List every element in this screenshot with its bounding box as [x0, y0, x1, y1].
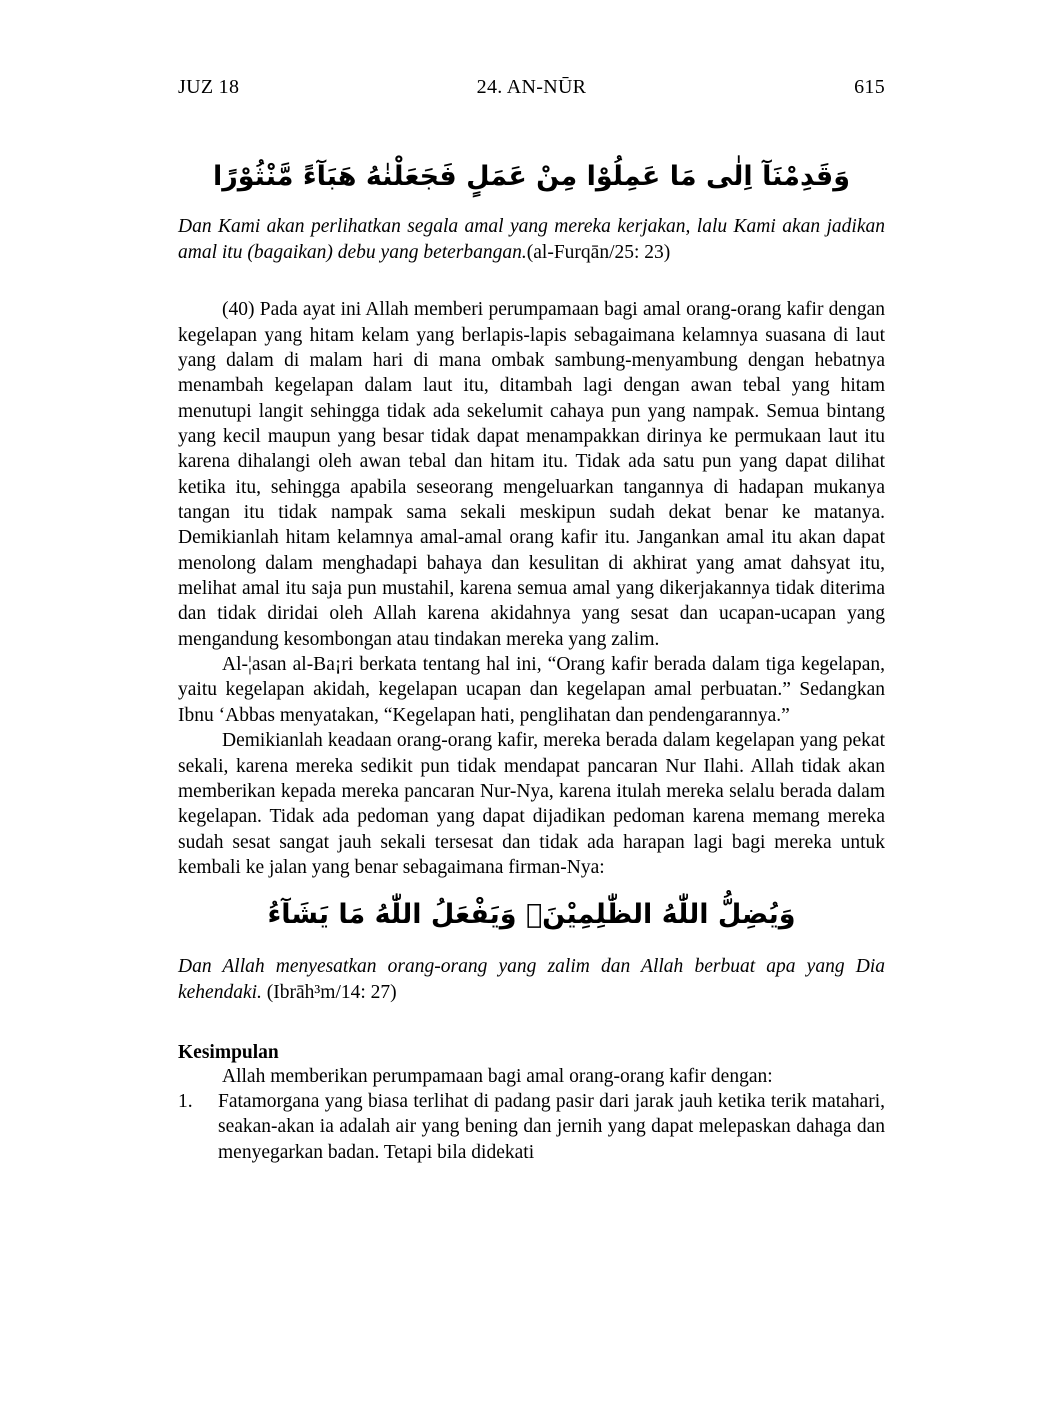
- paragraph-demikianlah-keadaan: Demikianlah keadaan orang-orang kafir, mereka berada dalam kegelapan yang pekat sekali, karena mereka sedikit pun tidak mendapat pancaran Nur Ilahi. Allah tidak akan memberikan kepada mereka pancaran Nur-Nya, karena itulah mereka selalu berada dalam kegelapan. Tidak ada pedoman yang dapat dijadikan pedoman karena memang mereka sudah sesat sangat jauh sekali tersesat dan tidak ada harapan lagi bagi mereka untuk kembali ke jalan yang benar sebagaimana firman-Nya:: [178, 730, 885, 878]
- list-item-number: 1.: [178, 1090, 193, 1112]
- list-item-text: Fatamorgana yang biasa terlihat di padang pasir dari jarak jauh ketika terik matahari, seakan-akan ia adalah air yang bening dan jernih yang dapat melepaskan dahaga dan menyegarkan badan. Tetapi bila didekati: [218, 1090, 885, 1163]
- surah-title: 24. AN-NŪR: [476, 76, 587, 98]
- page-header: [178, 76, 885, 104]
- list-item-1: [178, 1089, 885, 1165]
- translation-text: Dan Allah menyesatkan orang-orang yang zalim dan Allah berbuat apa yang Dia kehendaki.: [178, 956, 885, 1003]
- kesimpulan-intro: Allah memberikan perumpamaan bagi amal orang-orang kafir dengan:: [222, 1065, 773, 1087]
- arabic-verse-al-furqan: وَقَدِمْنَآ اِلٰى مَا عَمِلُوْا مِنْ عَمَلٍ فَجَعَلْنٰهُ هَبَآءً مَّنْثُوْرًا: [212, 161, 851, 192]
- kesimpulan-heading: Kesimpulan: [178, 1041, 279, 1063]
- paragraph-tafsir-40: (40) Pada ayat ini Allah memberi perumpamaan bagi amal orang-orang kafir dengan kegelapan yang hitam kelam yang berlapis-lapis sebagaimana kelamnya suasana di laut yang dalam di malam hari di mana ombak sambung-menyambung dengan hebatnya menambah kegelapan dalam laut itu, ditambah lagi dengan awan tebal yang hitam menutupi langit sehingga tidak ada sekelumit cahaya pun yang nampak. Semua bintang yang kecil maupun yang besar tidak dapat menampakkan dirinya ke permukaan laut itu karena dihalangi oleh awan tebal dan hitam itu. Tidak ada satu pun yang dapat dilihat ketika itu, sehingga apabila seseorang mengeluarkan tangannya di hadapan mukanya tangan itu tidak nampak sama sekali meskipun sudah dekat benar ke matanya. Demikianlah hitam kelamnya amal-amal orang kafir itu. Jangankan amal itu akan dapat menolong dalam menghadapi bahaya dan kesulitan di akhirat yang amat dahsyat itu, melihat amal itu saja pun mustahil, karena semua amal yang dikerjakannya tidak diterima dan tidak diridai oleh Allah karena akidahnya yang sesat dan ucapan-ucapan yang mengandung kesombongan atau tindakan mereka yang zalim.: [178, 299, 885, 650]
- page-number: 615: [854, 76, 885, 98]
- arabic-verse-ibrahim: وَيُضِلُّ اللّٰهُ الظّٰلِمِيْنَۗ وَيَفْعَلُ اللّٰهُ مَا يَشَآءُ: [267, 899, 796, 931]
- translation-text: Dan Kami akan perlihatkan segala amal yang mereka kerjakan, lalu Kami akan jadikan amal itu (bagaikan) debu yang beterbangan.: [178, 215, 885, 263]
- paragraph-hasan-basri-quote: Al-¦asan al-Ba¡ri berkata tentang hal ini, “Orang kafir berada dalam tiga kegelapan, yaitu kegelapan akidah, kegelapan ucapan dan kegelapan amal perbuatan.” Sedangkan Ibnu ‘Abbas menyatakan, “Kegelapan hati, penglihatan dan pendengarannya.”: [178, 654, 885, 726]
- verse-translation-ibrahim: [178, 954, 885, 1005]
- verse-reference-al-furqan: (al-Furqān/25: 23): [526, 241, 671, 263]
- verse-translation-al-furqan: [178, 214, 885, 265]
- verse-reference-ibrahim: (Ibrāh³m/14: 27): [261, 981, 397, 1003]
- juz-label: JUZ 18: [178, 76, 240, 98]
